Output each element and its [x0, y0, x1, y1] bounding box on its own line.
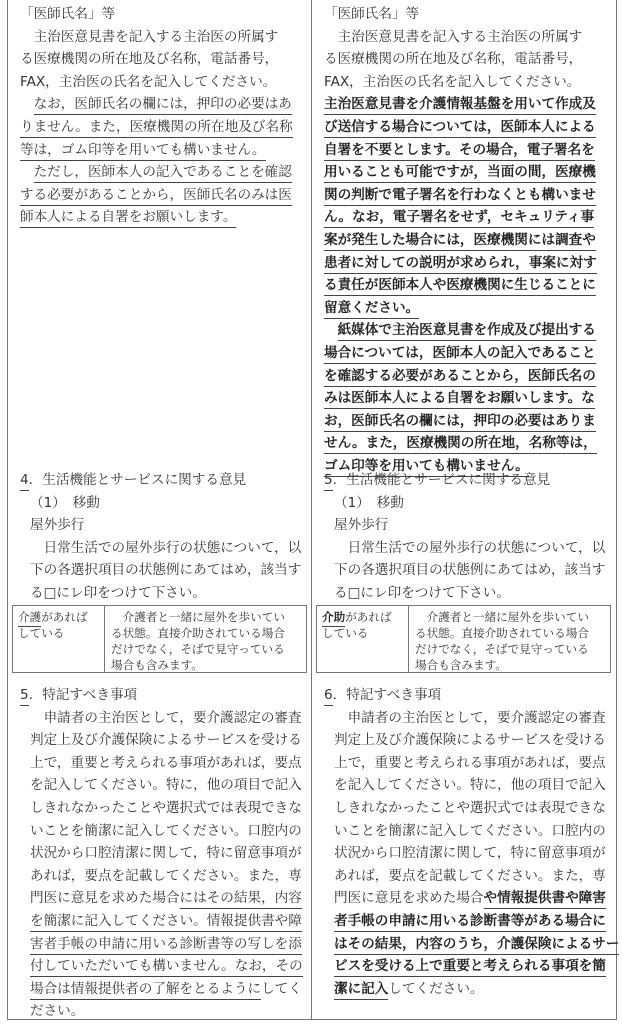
text-segment: しきれなかったことや選択式では表現できな [30, 799, 302, 816]
text-line: 介護者と一緒に屋外を歩いてい [111, 610, 285, 624]
text-segment: を記入してください。特に，他の項目で記入 [334, 777, 606, 794]
section-heading [8, 3, 311, 26]
text-segment: しきれなかったことや選択式では表現できな [334, 799, 606, 816]
text-line [18, 609, 99, 625]
text-segment: （1） 移動 [334, 494, 404, 511]
revised-text-segment: 師本人による自署をお願いします。 [20, 209, 236, 228]
text-line [312, 432, 615, 455]
text-line [312, 933, 620, 956]
text-line [8, 955, 311, 978]
text-line: 介護者と一緒に屋外を歩いてい [415, 610, 589, 624]
text-segment: 門医に意見を求めた場合 [334, 890, 484, 907]
revised-text-segment: を簡潔に記入してください。情報提供書や障 [30, 913, 302, 932]
section-heading [8, 469, 311, 492]
text-line [312, 865, 615, 888]
text-line [312, 955, 615, 978]
text-segment: があれば [345, 610, 392, 624]
text-line [8, 978, 311, 1001]
text-line [8, 492, 311, 515]
text-line [312, 184, 615, 207]
text-line [322, 625, 403, 641]
text-segment: 状況から口腔清潔に関して，特に留意事項が [30, 845, 302, 862]
text-segment: してく [261, 980, 302, 997]
text-segment [20, 164, 34, 180]
revised-text-segment: はその結果，内容のうち，介護保険によるサー [334, 936, 619, 955]
doctor-name-section [312, 3, 615, 477]
revised-text-segment: 関の判断で電子署名を行わなくとも構いませ [324, 187, 596, 206]
text-line [312, 978, 615, 1001]
text-line [312, 342, 615, 365]
text-segment: FAX，主治医の氏名を記入してください。 [324, 73, 581, 90]
text-segment: 日常生活での屋外歩行の状態について，以 [30, 539, 302, 556]
text-segment: 申請者の主治医として，要介護認定の審査 [30, 709, 302, 726]
text-line [312, 910, 615, 933]
text-segment: 屋外歩行 [334, 517, 389, 534]
revised-text-segment: 場合は情報提供者の了解をとるように [30, 981, 261, 1000]
revised-text-segment: 4 [20, 472, 29, 491]
text-segment: してください。 [388, 980, 484, 997]
text-segment: あれば，要点を記載してください。また，専 [30, 867, 302, 884]
option-label-cell [13, 606, 105, 672]
text-segment: ．特記すべき事項 [332, 687, 442, 703]
text-segment: ．生活機能とサービスに関する意見 [332, 472, 551, 488]
text-segment: 下の各選択項目の状態例にあてはめ，該当す [334, 562, 606, 579]
text-line [8, 707, 311, 730]
revised-text-segment: 潔に記入 [334, 981, 388, 1000]
text-segment: している [18, 626, 65, 640]
revised-text-segment: 紙媒体で主治医意見書を作成及び提出する [338, 322, 596, 341]
text-line [312, 297, 615, 320]
revised-text-segment: 5 [324, 472, 333, 491]
revised-text-segment: ビスを受ける上で重要と考えられる事項を簡 [334, 958, 606, 977]
text-line [312, 319, 615, 342]
revised-text-segment: び送信する場合については，医師本人による [324, 119, 596, 138]
text-segment: る□にレ印をつけて下さい。 [334, 584, 510, 601]
text-segment: ．生活機能とサービスに関する意見 [28, 472, 247, 488]
text-line [8, 559, 311, 582]
text-line [312, 537, 615, 560]
text-line: だけでなく，そばで見守っている [111, 642, 285, 656]
text-line [8, 910, 311, 933]
revised-text-segment: ん。なお，電子署名をせず，セキュリティ事 [324, 209, 594, 228]
text-segment: 状況から口腔清潔に関して，特に留意事項が [334, 845, 606, 862]
revised-text-segment: ゴム印等を用いても構いません。 [324, 458, 529, 477]
left-column-current [8, 0, 311, 1019]
text-line [312, 93, 615, 116]
text-segment: 判定上及び介護保険によるサービスを受ける [30, 732, 302, 749]
text-segment: 屋外歩行 [30, 517, 85, 534]
text-line: だけでなく，そばで見守っている [415, 642, 589, 656]
revised-text-segment: りません。また，医療機関の所在地及び名称 [20, 119, 293, 138]
revised-text-segment: 6 [324, 687, 333, 706]
revised-text-segment: 留意ください。 [324, 300, 419, 319]
outdoor-walking-table [316, 605, 611, 673]
revised-text-segment: お，医師氏名の欄には，押印の必要はありま [324, 413, 596, 432]
text-line [8, 514, 311, 537]
text-line [312, 729, 615, 752]
text-line [8, 887, 311, 910]
text-line [312, 752, 615, 775]
text-line: 場合も含みます。 [415, 658, 507, 672]
option-description-cell [105, 606, 306, 672]
text-line [8, 842, 311, 865]
text-segment: 判定上及び介護保険によるサービスを受ける [334, 732, 606, 749]
text-line [312, 365, 615, 388]
revised-text-segment: る責任が医師本人や医療機関に生じることに [324, 277, 596, 296]
text-line [312, 48, 615, 71]
revised-text-segment: 等は，ゴム印等を用いても構いません。 [20, 142, 266, 161]
section-heading [312, 684, 615, 707]
text-line [8, 752, 311, 775]
text-line [312, 797, 615, 820]
outdoor-walking-table [12, 605, 307, 673]
special-notes-section [312, 684, 620, 1000]
revised-text-segment: せん。また，医療機関の所在地，名称等は， [324, 435, 597, 454]
text-line [8, 48, 311, 71]
text-segment: 日常生活での屋外歩行の状態について，以 [334, 539, 606, 556]
text-segment: 上で，重要と考えられる事項があれば，要点 [30, 754, 302, 771]
text-line [8, 797, 311, 820]
option-description-cell [409, 606, 610, 672]
text-segment: あれば，要点を記載してください。また，専 [334, 867, 606, 884]
text-segment: FAX，主治医の氏名を記入してください。 [20, 73, 277, 90]
text-segment: している [322, 626, 369, 640]
text-line [8, 582, 311, 605]
text-segment: る医療機関の所在地及び名称，電話番号， [324, 51, 583, 68]
text-line [312, 842, 615, 865]
text-line: る状態。直接介助されている場合 [111, 626, 285, 640]
text-segment: 「医師氏名」等 [324, 6, 420, 22]
text-line [312, 387, 615, 410]
revised-text-segment: 介助 [322, 610, 345, 627]
text-line [312, 206, 615, 229]
revised-text-segment: 案が発生した場合には，医療機関には調査や [324, 232, 596, 251]
text-segment [20, 96, 34, 112]
text-line [312, 514, 615, 537]
text-segment: 下の各選択項目の状態例にあてはめ，該当す [30, 562, 302, 579]
text-line [312, 820, 615, 843]
section-heading [312, 3, 615, 26]
text-line [312, 252, 615, 275]
option-label-cell [317, 606, 409, 672]
text-line [8, 729, 311, 752]
life-function-section [8, 469, 311, 605]
text-line [312, 774, 615, 797]
text-line [8, 184, 311, 207]
right-column-revised [312, 0, 620, 1019]
text-line: 場合も含みます。 [111, 658, 203, 672]
section-heading [312, 469, 615, 492]
revised-text-segment: なお，医師氏名の欄には，押印の必要はあ [34, 96, 292, 115]
text-line [8, 26, 311, 49]
revised-text-segment: 場合については，医師本人の記入であること [324, 345, 596, 364]
text-line [8, 774, 311, 797]
doctor-name-section [8, 3, 311, 229]
revised-text-segment: みは医師本人による自署をお願いします。な [324, 390, 595, 409]
text-line [312, 274, 615, 297]
text-line [8, 139, 311, 162]
revised-text-segment: 主治医意見書を介護情報基盤を用いて作成及 [324, 96, 596, 115]
section-heading [8, 684, 311, 707]
text-segment: る□にレ印をつけて下さい。 [30, 584, 206, 601]
revised-text-segment: を確認する必要があることから，医師氏名の [324, 368, 596, 387]
text-line: る状態。直接介助されている場合 [415, 626, 589, 640]
text-line [312, 26, 615, 49]
text-segment: 主治医意見書を記入する主治医の所属す [20, 28, 279, 45]
text-segment: （1） 移動 [30, 494, 100, 511]
text-segment: 上で，重要と考えられる事項があれば，要点 [334, 754, 606, 771]
text-line [322, 609, 403, 625]
text-line [312, 71, 615, 94]
revised-text-segment: 患者に対しての説明が求められ，事案に対す [324, 255, 597, 274]
revised-text-segment: ただし，医師本人の記入であることを確認 [34, 164, 292, 183]
text-line [8, 820, 311, 843]
text-line [312, 887, 615, 910]
text-segment: ださい。 [30, 1003, 85, 1020]
text-segment: ．特記すべき事項 [28, 687, 138, 703]
text-line [8, 537, 311, 560]
text-line [18, 625, 99, 641]
text-line [8, 1000, 311, 1023]
text-segment: 「医師氏名」等 [20, 6, 116, 22]
revised-text-segment: 介護 [18, 610, 41, 627]
text-line [312, 707, 615, 730]
text-segment: いことを簡潔に記入してください。口腔内の [334, 822, 606, 839]
revised-text-segment: にはその結果，内容 [180, 890, 302, 909]
life-function-section [312, 469, 615, 605]
text-line [312, 410, 615, 433]
text-line [312, 116, 615, 139]
text-line [8, 206, 311, 229]
text-segment: 主治医意見書を記入する主治医の所属す [324, 28, 583, 45]
text-line [8, 161, 311, 184]
text-segment: 門医に意見を求めた場合 [30, 890, 180, 907]
text-line [8, 933, 311, 956]
revised-text-segment: 用いることも可能ですが，当面の間，医療機 [324, 164, 596, 183]
text-line [8, 71, 311, 94]
text-line [312, 582, 615, 605]
revised-text-segment: 自署を不要とします。その場合，電子署名を [324, 142, 595, 161]
text-line [8, 865, 311, 888]
text-segment: があれば [41, 610, 88, 624]
special-notes-section [8, 684, 311, 1023]
revised-text-segment: 5 [20, 687, 29, 706]
text-line [312, 139, 615, 162]
text-segment: る医療機関の所在地及び名称，電話番号， [20, 51, 279, 68]
text-segment: を記入してください。特に，他の項目で記入 [30, 777, 302, 794]
text-line [312, 559, 615, 582]
text-line [312, 161, 615, 184]
text-line [312, 492, 615, 515]
revised-text-segment: や情報提供書や障害 [484, 890, 606, 909]
revised-text-segment: 害者手帳の申請に用いる診断書等の写しを添 [30, 936, 302, 955]
text-line [312, 229, 615, 252]
revised-text-segment: する必要があることから，医師氏名のみは医 [20, 187, 292, 206]
revised-text-segment: 者手帳の申請に用いる診断書等がある場合に [334, 913, 606, 932]
text-segment: 申請者の主治医として，要介護認定の審査 [334, 709, 606, 726]
text-segment: いことを簡潔に記入してください。口腔内の [30, 822, 302, 839]
revised-text-segment: 付していただいても構いません。なお，その [30, 958, 303, 977]
text-line [8, 116, 311, 139]
text-line [8, 93, 311, 116]
text-segment [324, 322, 338, 338]
